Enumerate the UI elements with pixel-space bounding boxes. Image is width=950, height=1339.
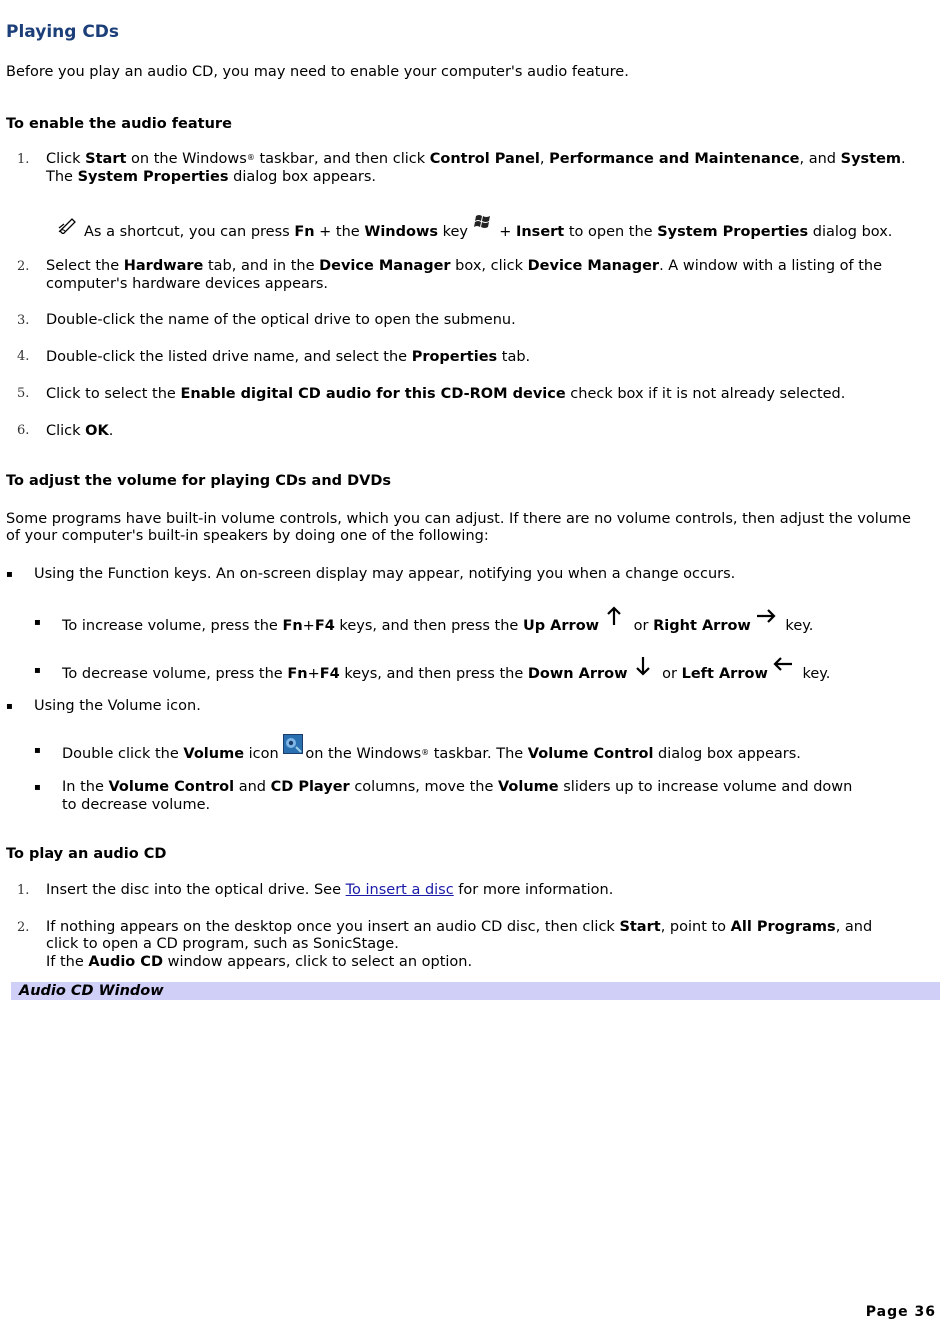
left-arrow-icon	[768, 664, 798, 684]
section-heading-play-cd: To play an audio CD	[6, 846, 167, 862]
step-text-line3: If the Audio CD window appears, click to select an option.	[46, 954, 473, 970]
bullet-marker: ▪	[6, 701, 13, 712]
step-number: 2.	[17, 920, 30, 935]
sub-bullet-text: To increase volume, press the Fn+F4 keys, and then press the Up Arrow or Right Arrow key.	[62, 614, 813, 638]
step-text: Double-click the listed drive name, and select the Properties tab.	[46, 349, 531, 365]
up-arrow-icon	[599, 614, 629, 638]
note-text: As a shortcut, you can press Fn + the Windows key + Insert to open the System Properties dialog box.	[84, 220, 892, 244]
sub-bullet-text-line2: to decrease volume.	[62, 797, 211, 813]
note-pencil-icon	[58, 216, 78, 238]
sub-bullet-text: To decrease volume, press the Fn+F4 keys, and then press the Down Arrow or Left Arrow key.	[62, 662, 830, 686]
step-text-line2: The System Properties dialog box appears.	[46, 169, 376, 185]
step-text: Double-click the name of the optical drive to open the submenu.	[46, 312, 516, 328]
step-text: Click OK.	[46, 423, 114, 439]
down-arrow-icon	[628, 662, 658, 686]
section-heading-enable-audio: To enable the audio feature	[6, 116, 232, 132]
bullet-marker: ▪	[34, 782, 41, 793]
step-number: 4.	[17, 349, 30, 364]
volume-icon	[283, 742, 305, 766]
step-text: Select the Hardware tab, and in the Device Manager box, click Device Manager. A window with a listing of the	[46, 258, 883, 274]
page-title: Playing CDs	[6, 22, 120, 42]
sub-bullet-text: Double click the Volume icon on the Windows® taskbar. The Volume Control dialog box appears.	[62, 742, 801, 766]
step-text-line2: click to open a CD program, such as SonicStage.	[46, 936, 399, 952]
bullet-marker: ▪	[34, 745, 41, 756]
step-text: If nothing appears on the desktop once you insert an audio CD disc, then click Start, point to All Programs, and	[46, 919, 873, 935]
bullet-marker: ▪	[34, 617, 41, 628]
page-number: Page 36	[865, 1304, 936, 1320]
step-text: Insert the disc into the optical drive. See To insert a disc for more information.	[46, 882, 614, 898]
insert-disc-link[interactable]: To insert a disc	[345, 882, 454, 898]
step-number: 1.	[17, 883, 30, 898]
bullet-text: Using the Volume icon.	[34, 698, 201, 714]
step-number: 5.	[17, 386, 30, 401]
intro-text: Before you play an audio CD, you may need to enable your computer's audio feature.	[6, 64, 629, 80]
figure-caption-bar	[11, 982, 940, 1000]
step-text: Click Start on the Windows® taskbar, and then click Control Panel, Performance and Maintenance, and System.	[46, 151, 906, 167]
sub-bullet-text: In the Volume Control and CD Player columns, move the Volume sliders up to increase volume and down	[62, 779, 853, 795]
paragraph-line: Some programs have built-in volume controls, which you can adjust. If there are no volume controls, then adjust the volume	[6, 511, 911, 527]
step-text-line2: computer's hardware devices appears.	[46, 276, 328, 292]
section-heading-adjust-volume: To adjust the volume for playing CDs and DVDs	[6, 473, 392, 489]
bullet-marker: ▪	[6, 569, 13, 580]
right-arrow-icon	[751, 616, 781, 636]
step-number: 1.	[17, 152, 30, 167]
step-number: 2.	[17, 259, 30, 274]
step-number: 3.	[17, 313, 30, 328]
bullet-text: Using the Function keys. An on-screen display may appear, notifying you when a change occurs.	[34, 566, 736, 582]
step-text: Click to select the Enable digital CD audio for this CD-ROM device check box if it is not already selected.	[46, 386, 846, 402]
figure-caption: Audio CD Window	[19, 983, 164, 999]
step-number: 6.	[17, 423, 30, 438]
windows-key-icon	[473, 220, 495, 244]
bullet-marker: ▪	[34, 665, 41, 676]
paragraph-line: of your computer's built-in speakers by doing one of the following:	[6, 528, 489, 544]
